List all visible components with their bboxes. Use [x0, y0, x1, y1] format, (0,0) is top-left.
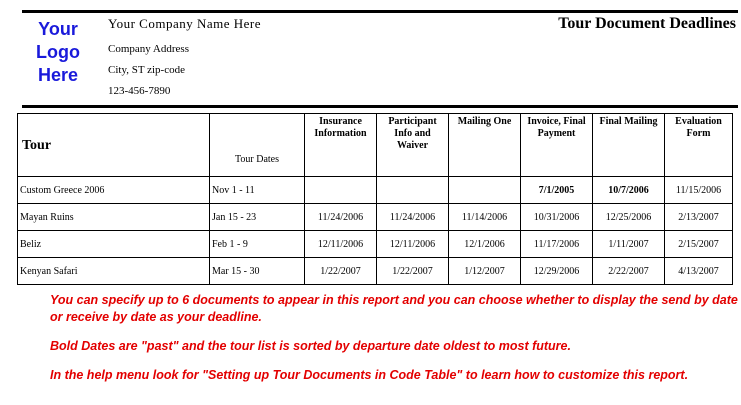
deadline-cell: 2/22/2007	[593, 258, 665, 285]
logo-line-2: Logo	[36, 42, 80, 62]
header-top-rule	[22, 10, 738, 13]
company-phone: 123-456-7890	[108, 85, 171, 97]
tour-dates-cell: Feb 1 - 9	[210, 231, 305, 258]
tour-name-cell: Beliz	[18, 231, 210, 258]
deadline-cell: 11/24/2006	[305, 204, 377, 231]
deadline-cell-past: 10/7/2006	[593, 177, 665, 204]
logo-line-1: Your	[38, 19, 78, 39]
deadline-cell: 2/15/2007	[665, 231, 733, 258]
deadline-cell: 1/22/2007	[377, 258, 449, 285]
note-bold-dates: Bold Dates are "past" and the tour list is sorted by departure date oldest to most future.	[50, 339, 571, 353]
note-document-count: You can specify up to 6 documents to appear in this report and you can choose whether to display the send by date or receive by date as your deadline.	[50, 293, 738, 324]
company-logo-placeholder	[22, 18, 94, 87]
tour-name-cell: Custom Greece 2006	[18, 177, 210, 204]
tour-name-cell: Kenyan Safari	[18, 258, 210, 285]
deadline-cell: 11/14/2006	[449, 204, 521, 231]
column-header-final-mailing: Final Mailing	[593, 114, 665, 177]
tour-dates-cell: Nov 1 - 11	[210, 177, 305, 204]
tour-name-cell: Mayan Ruins	[18, 204, 210, 231]
deadline-cell: 11/15/2006	[665, 177, 733, 204]
table-row	[18, 231, 733, 258]
deadline-cell	[449, 177, 521, 204]
column-header-participant-info: Participant Info and Waiver	[377, 114, 449, 177]
deadline-cell: 12/25/2006	[593, 204, 665, 231]
company-address: Company Address	[108, 43, 189, 55]
column-header-insurance: Insurance Information	[305, 114, 377, 177]
column-header-tour: Tour	[18, 114, 210, 177]
column-header-invoice: Invoice, Final Payment	[521, 114, 593, 177]
company-city: City, ST zip-code	[108, 64, 185, 76]
deadline-cell: 2/13/2007	[665, 204, 733, 231]
deadline-cell: 4/13/2007	[665, 258, 733, 285]
column-header-evaluation: Evaluation Form	[665, 114, 733, 177]
deadline-cell: 1/22/2007	[305, 258, 377, 285]
header-bottom-rule	[22, 105, 738, 108]
note-help-menu: In the help menu look for "Setting up Tour Documents in Code Table" to learn how to customize this report.	[50, 368, 689, 382]
logo-line-3: Here	[37, 65, 79, 85]
deadline-cell-past: 7/1/2005	[521, 177, 593, 204]
company-name: Your Company Name Here	[108, 16, 262, 31]
table-header-row	[18, 114, 733, 177]
deadline-cell: 1/12/2007	[449, 258, 521, 285]
tour-dates-cell: Jan 15 - 23	[210, 204, 305, 231]
deadline-cell	[377, 177, 449, 204]
report-notes	[50, 292, 740, 396]
table-row	[18, 258, 733, 285]
deadline-cell: 12/11/2006	[377, 231, 449, 258]
column-header-mailing-one: Mailing One	[449, 114, 521, 177]
table-row	[18, 204, 733, 231]
deadline-cell: 11/24/2006	[377, 204, 449, 231]
report-title: Tour Document Deadlines	[558, 15, 736, 32]
deadline-cell: 10/31/2006	[521, 204, 593, 231]
tour-dates-cell: Mar 15 - 30	[210, 258, 305, 285]
deadline-cell: 12/11/2006	[305, 231, 377, 258]
deadline-cell: 11/17/2006	[521, 231, 593, 258]
tour-deadlines-table	[17, 113, 733, 285]
deadline-cell: 12/1/2006	[449, 231, 521, 258]
table-row	[18, 177, 733, 204]
deadline-cell	[305, 177, 377, 204]
company-info	[108, 16, 261, 102]
column-header-tour-dates: Tour Dates	[210, 114, 305, 177]
deadline-cell: 1/11/2007	[593, 231, 665, 258]
deadline-cell: 12/29/2006	[521, 258, 593, 285]
